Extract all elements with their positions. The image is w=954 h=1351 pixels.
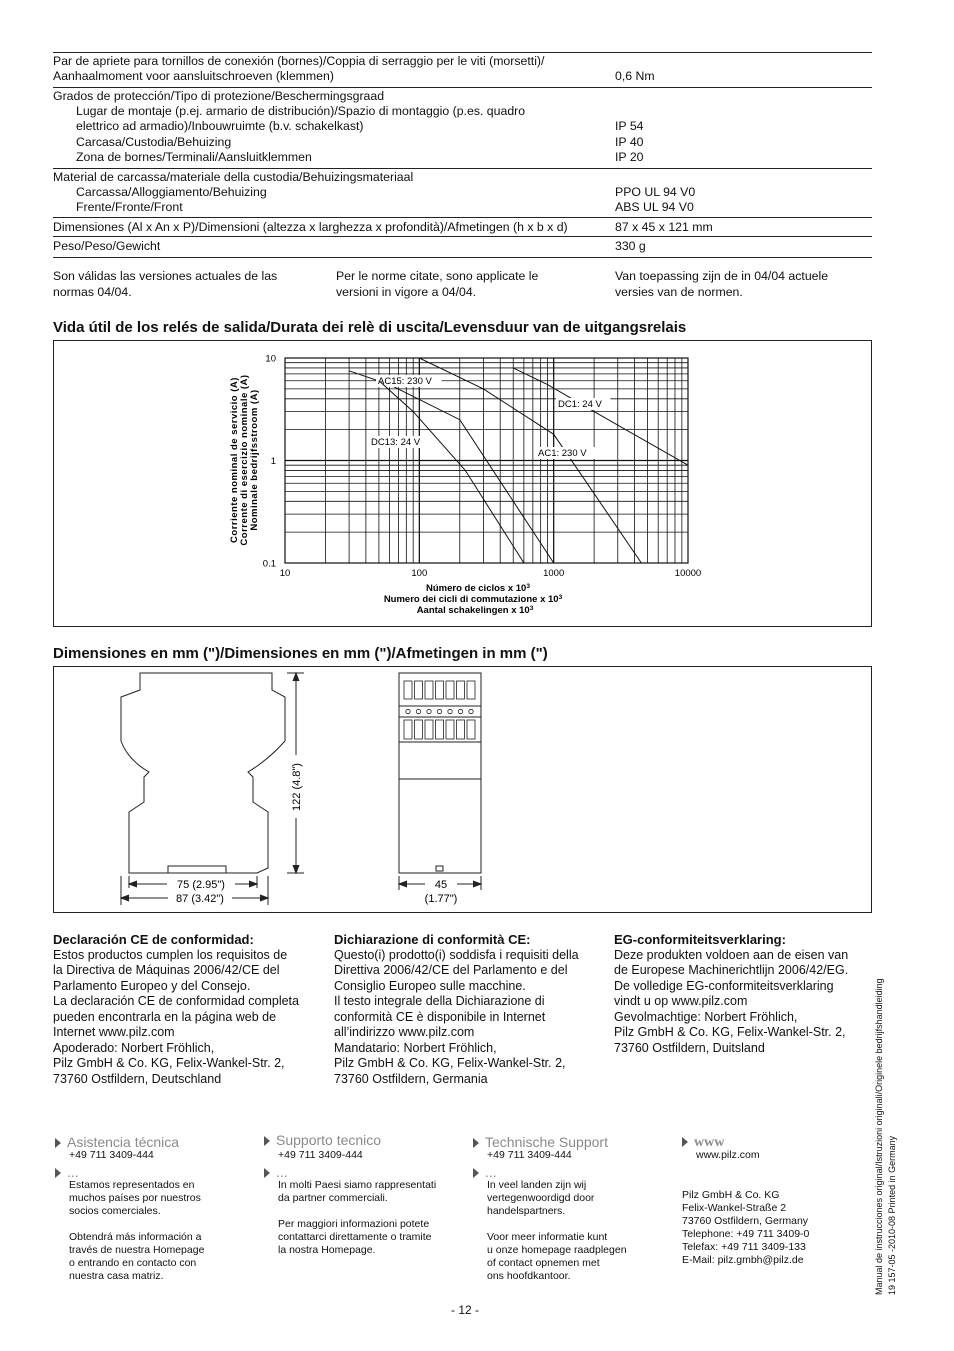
side-text-1: Manual de instrucciones original/Istruzioni originali/Originele bedrijfshandleiding [874, 978, 884, 1295]
arrow-right-icon [264, 1136, 270, 1146]
ce-it [334, 932, 604, 1087]
chart-ylabel-2: Corrente di esercizio nominale (A) [239, 374, 250, 546]
arrow-right-icon [473, 1168, 479, 1178]
material-front: Frente/Fronte/Front [76, 200, 183, 214]
ce-nl-line: 73760 Ostfildern, Duitsland [614, 1040, 765, 1055]
terminal-bottom [436, 720, 444, 739]
footer-it [264, 1134, 464, 1257]
footer-nl-text1 [473, 1179, 673, 1218]
ce-it-line: Consiglio Europeo sulle macchine. [334, 978, 526, 993]
y-tick-label: 0.1 [262, 558, 276, 570]
weight-label: Peso/Peso/Gewicht [53, 239, 161, 253]
footer-it-dots [264, 1166, 464, 1179]
ce-es-line: Pilz GmbH & Co. KG, Felix-Wankel-Str. 2, [53, 1056, 285, 1070]
footer-line: vertegenwoordigd door [487, 1192, 595, 1204]
note-nl-line: Van toepassing zijn de in 04/04 actuele [615, 269, 829, 283]
terminal-top [425, 681, 433, 699]
ce-nl-title: EG-conformiteitsverklaring: [614, 932, 786, 947]
arrow-right-icon [55, 1138, 61, 1148]
footer-line: Obtendrá más información a [69, 1231, 202, 1243]
dim-section-title: Dimensiones en mm (")/Dimensiones en mm (")/Afmetingen in mm (") [53, 645, 548, 662]
footer-line: la nostra Homepage. [278, 1244, 376, 1256]
material-title: Material de carcassa/materiale della custodia/Behuizingsmateriaal [53, 170, 414, 184]
ce-it-line: conformità CE è disponibile in Internet [334, 1009, 546, 1024]
terminal-led [427, 709, 431, 713]
ce-es-line: Apoderado: Norbert Fröhlich, [53, 1040, 215, 1055]
ce-nl-line: Pilz GmbH & Co. KG, Felix-Wankel-Str. 2, [614, 1025, 846, 1039]
ce-it-title: Dichiarazione di conformità CE: [334, 932, 531, 947]
footer-it-head-text: Supporto tecnico [276, 1132, 382, 1148]
footer-www-head-text: www [694, 1135, 725, 1150]
footer-nl-dots-text: ... [485, 1164, 497, 1180]
footer-es-dots-text: ... [67, 1164, 79, 1180]
dimensions-label: Dimensiones (Al x An x P)/Dimensioni (altezza x larghezza x profondità)/Afmetingen (h x b x d) [53, 220, 568, 234]
ce-nl-text [614, 948, 884, 1057]
footer-it-phone: +49 711 3409-444 [278, 1149, 363, 1161]
footer-line: u onze homepage raadplegen [487, 1244, 627, 1256]
note-es-line: Son válidas las versiones actuales de las [53, 269, 278, 283]
series-label: DC1: 24 V [558, 399, 602, 410]
footer-line: Per maggiori informazioni potete [278, 1218, 430, 1230]
ce-es-title: Declaración CE de conformidad: [53, 932, 254, 947]
ce-nl [614, 932, 884, 1056]
dim-depth-2: 87 (3.42") [176, 893, 224, 905]
dim-depth-1: 75 (2.95") [177, 879, 225, 891]
footer-www [682, 1136, 882, 1267]
ce-it-line: 73760 Ostfildern, Germania [334, 1071, 488, 1086]
footer-www-address [682, 1189, 882, 1267]
footer-line: nuestra casa matriz. [69, 1270, 164, 1282]
torque-label-1: Par de apriete para tornillos de conexión (bornes)/Coppia di serraggio per le viti (morsetti)/ [53, 54, 545, 68]
note-it-line: Per le norme citate, sono applicate le [336, 269, 539, 283]
protection-mount-2: elettrico ad armadio)/Inbouwruimte (b.v. schakelkast) [76, 119, 364, 133]
terminal-top [436, 681, 444, 699]
arrow-right-icon [682, 1137, 688, 1147]
weight-value: 330 g [615, 239, 646, 253]
footer-line: Telefax: +49 711 3409-133 [682, 1241, 806, 1253]
footer-line: muchos países por nuestros [69, 1192, 201, 1204]
terminal-top [467, 681, 475, 699]
chart-xlabel-text: Numero dei cicli di commutazione x 10 [383, 594, 559, 605]
footer-es-head-text: Asistencia técnica [67, 1134, 180, 1150]
dimensions-value: 87 x 45 x 121 mm [615, 220, 713, 234]
terminal-bottom [404, 720, 412, 739]
terminal-top [457, 681, 465, 699]
terminal-bottom [415, 720, 423, 739]
footer-es [55, 1136, 255, 1283]
footer-line: In molti Paesi siamo rappresentati [278, 1179, 437, 1191]
footer-nl [473, 1136, 673, 1283]
terminal-led [416, 709, 420, 713]
ce-it-line: all’indirizzo www.pilz.com [334, 1025, 475, 1039]
ce-it-line: Questo(i) prodotto(i) soddisfa i requisiti della [334, 947, 579, 962]
footer-line: Telephone: +49 711 3409-0 [682, 1228, 810, 1240]
ce-it-line: Direttiva 2006/42/CE del Parlamento e del [334, 963, 568, 977]
protection-terminals-value: IP 20 [615, 150, 644, 164]
chart-xlabel-exp: 3 [558, 594, 563, 601]
chart-xlabel-exp: 3 [529, 605, 534, 612]
ce-es [53, 932, 323, 1087]
footer-nl-dots [473, 1166, 673, 1179]
ce-nl-line: vindt u op www.pilz.com [614, 994, 748, 1008]
side-text-2: 19 157-05 -2010-08 Printed in Germany [887, 1135, 897, 1295]
footer-es-text1 [55, 1179, 255, 1218]
dim-width-1: 45 [434, 879, 448, 891]
dim-width-2: (1.77") [424, 893, 458, 905]
footer-line: contattarci direttamente o tramite [278, 1231, 432, 1243]
ce-es-line: La declaración CE de conformidad completa [53, 994, 299, 1008]
note-es-line: normas 04/04. [53, 285, 132, 299]
ce-es-line: Parlamento Europeo y del Consejo. [53, 978, 251, 993]
footer-line: handelspartners. [487, 1205, 566, 1217]
ce-nl-line: Gevolmachtige: Norbert Fröhlich, [614, 1009, 798, 1024]
terminal-led [437, 709, 441, 713]
terminal-led [458, 709, 462, 713]
front-terminals [404, 681, 475, 739]
footer-es-dots [55, 1166, 255, 1179]
x-tick-label: 10 [279, 568, 291, 579]
torque-value: 0,6 Nm [615, 69, 655, 83]
chart-section-title: Vida útil de los relés de salida/Durata dei relè di uscita/Levensduur van de uitgangsrelais [53, 319, 687, 336]
terminal-bottom [457, 720, 465, 739]
footer-nl-head [473, 1136, 673, 1149]
terminal-top [446, 681, 454, 699]
footer-it-text2 [264, 1218, 464, 1257]
footer-it-dots-text: ... [276, 1164, 288, 1180]
ce-es-line: pueden encontrarla en la página web de [53, 1009, 277, 1024]
y-tick-label: 10 [265, 353, 276, 365]
footer-nl-head-text: Technische Support [485, 1134, 608, 1150]
footer-line: través de nuestra Homepage [69, 1244, 205, 1256]
footer-line: da partner commerciali. [278, 1192, 388, 1204]
series-label: AC15: 230 V [378, 376, 432, 387]
ce-es-line: 73760 Ostfildern, Deutschland [53, 1071, 222, 1086]
y-tick-label: 1 [270, 456, 276, 467]
footer-line: ons hoofdkantoor. [487, 1270, 571, 1282]
footer-nl-phone: +49 711 3409-444 [487, 1149, 572, 1161]
footer-line: 73760 Ostfildern, Germany [682, 1215, 809, 1227]
footer-it-head [264, 1134, 464, 1147]
dim-height: 122 (4.8") [291, 763, 303, 811]
footer-nl-text2 [473, 1231, 673, 1283]
arrow-right-icon [55, 1168, 61, 1178]
footer-es-head [55, 1136, 255, 1149]
footer-it-text1 [264, 1179, 464, 1205]
chart-ylabel-3: Nominale bedrijfsstroom (A) [249, 389, 260, 531]
note-nl-line: versies van de normen. [615, 285, 743, 299]
footer-line: of contact opnemen met [487, 1257, 600, 1269]
protection-housing: Carcasa/Custodia/Behuizing [76, 135, 232, 149]
footer-line: Pilz GmbH & Co. KG [682, 1189, 780, 1201]
footer-www-head [682, 1136, 882, 1149]
footer-es-text2 [55, 1231, 255, 1283]
protection-housing-value: IP 40 [615, 135, 644, 149]
ce-it-text [334, 948, 604, 1088]
side-view [121, 673, 285, 873]
terminal-led [448, 709, 452, 713]
material-front-value: ABS UL 94 V0 [615, 200, 694, 214]
x-tick-label: 10000 [674, 568, 702, 579]
ce-nl-line: de Europese Machinerichtlijn 2006/42/EG. [614, 963, 849, 977]
footer-line: Estamos representados en [69, 1179, 195, 1191]
material-housing: Carcassa/Alloggiamento/Behuizing [76, 185, 267, 199]
footer-line: In veel landen zijn wij [487, 1179, 587, 1191]
x-tick-label: 100 [411, 568, 428, 579]
footer-line: Voor meer informatie kunt [487, 1231, 608, 1243]
ce-it-line: Pilz GmbH & Co. KG, Felix-Wankel-Str. 2, [334, 1056, 566, 1070]
x-tick-label: 1000 [543, 568, 565, 579]
ce-nl-line: Deze produkten voldoen aan de eisen van [614, 947, 849, 962]
ce-nl-line: De volledige EG-conformiteitsverklaring [614, 978, 834, 993]
ce-es-line: la Directiva de Máquinas 2006/42/CE del [53, 963, 280, 977]
note-it-line: versioni in vigore a 04/04. [336, 285, 477, 299]
terminal-bottom [425, 720, 433, 739]
footer-www-url[interactable]: www.pilz.com [696, 1149, 760, 1161]
arrow-right-icon [264, 1168, 270, 1178]
ce-es-text [53, 948, 323, 1088]
footer-line: socios comerciales. [69, 1205, 161, 1217]
chart-xlabel-text: Aantal schakelingen x 10 [416, 605, 530, 616]
terminal-top [415, 681, 423, 699]
series-label: DC13: 24 V [371, 437, 421, 448]
terminal-led [469, 709, 473, 713]
protection-mount-1: Lugar de montaje (p.ej. armario de distribución)/Spazio di montaggio (p.es. quadro [76, 104, 526, 118]
ce-es-line: Internet www.pilz.com [53, 1025, 175, 1039]
protection-terminals: Zona de bornes/Terminali/Aansluitklemmen [76, 150, 312, 164]
arrow-right-icon [473, 1138, 479, 1148]
footer-line: Felix-Wankel-Straße 2 [682, 1202, 787, 1214]
ce-it-line: Il testo integrale della Dichiarazione di [334, 994, 545, 1008]
ce-it-line: Mandatario: Norbert Fröhlich, [334, 1040, 497, 1055]
terminal-top [404, 681, 412, 699]
front-view [399, 673, 481, 873]
material-housing-value: PPO UL 94 V0 [615, 185, 696, 199]
ce-es-line: Estos productos cumplen los requisitos de [53, 947, 288, 962]
chart-xlabel-exp: 3 [526, 583, 530, 590]
terminal-bottom [467, 720, 475, 739]
footer-line: o entrando en contacto con [69, 1257, 197, 1269]
protection-title: Grados de protección/Tipo di protezione/Beschermingsgraad [53, 89, 385, 103]
terminal-led [406, 709, 410, 713]
footer-es-phone: +49 711 3409-444 [69, 1149, 154, 1161]
side-text [873, 978, 899, 1295]
torque-label-2: Aanhaalmoment voor aansluitschroeven (klemmen) [53, 69, 334, 83]
chart-xlabel-text: Número de ciclos x 10 [426, 583, 527, 594]
chart-ylabel-1: Corriente nominal de servicio (A) [229, 377, 240, 543]
terminal-bottom [446, 720, 454, 739]
footer-line: E-Mail: pilz.gmbh@pilz.de [682, 1254, 804, 1266]
series-label: AC1: 230 V [538, 448, 587, 459]
protection-mount-value: IP 54 [615, 119, 644, 133]
page-number: - 12 - [450, 1303, 479, 1317]
